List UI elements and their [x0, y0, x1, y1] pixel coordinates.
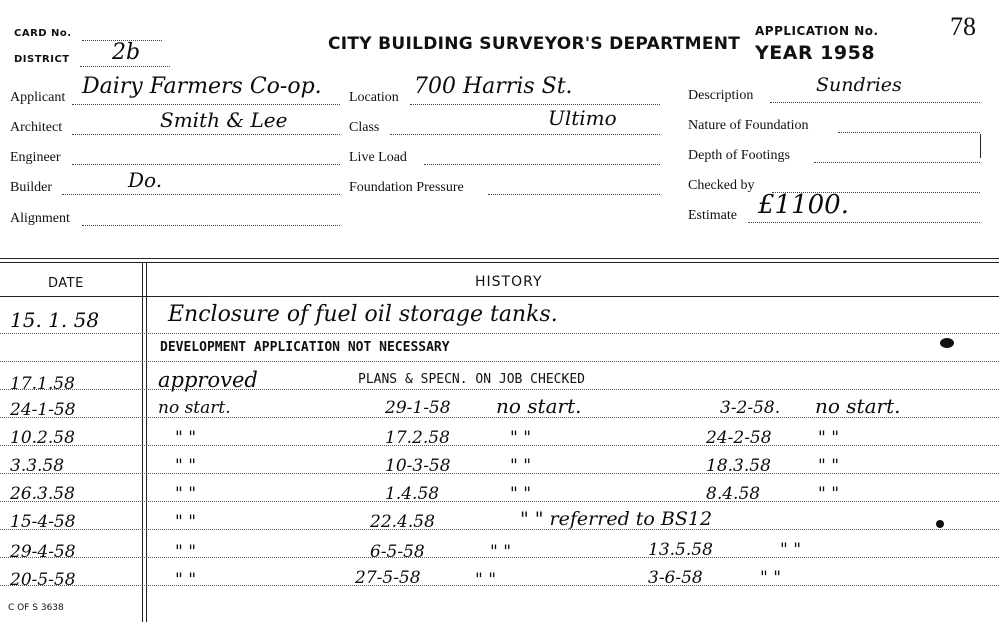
inspection-date: 29-1-58 [385, 398, 451, 418]
year-label: YEAR 1958 [755, 42, 876, 64]
history-entry: Enclosure of fuel oil storage tanks. [168, 302, 558, 327]
inspection-note: " " [818, 456, 840, 476]
inspection-date: 17.2.58 [385, 428, 450, 448]
live-load-line [424, 164, 660, 165]
inspection-note: " " [175, 570, 197, 590]
inspection-date: 10-3-58 [385, 456, 451, 476]
applicant-label: Applicant [10, 90, 66, 105]
nature-foundation-label: Nature of Foundation [688, 118, 809, 133]
architect-value: Smith & Lee [160, 108, 288, 132]
ink-blot [940, 338, 954, 348]
department-title: CITY BUILDING SURVEYOR'S DEPARTMENT [328, 34, 741, 54]
inspection-date: 3.3.58 [10, 456, 65, 476]
history-date: 17.1.58 [10, 374, 75, 394]
description-line [770, 102, 980, 103]
inspection-date: 1.4.58 [385, 484, 440, 504]
inspection-note: " " [818, 484, 840, 504]
estimate-label: Estimate [688, 208, 737, 223]
inspection-date: 24-1-58 [10, 400, 76, 420]
applicant-line [72, 104, 340, 105]
ruled-line [0, 445, 999, 446]
ruled-line [0, 333, 999, 334]
inspection-note: " " [175, 428, 197, 448]
location-value: 700 Harris St. [414, 74, 573, 99]
architect-label: Architect [10, 120, 63, 135]
inspection-note: " " [510, 484, 532, 504]
class-value: Ultimo [548, 106, 617, 130]
district-line [80, 66, 170, 67]
plans-checked-stamp: PLANS & SPECN. ON JOB CHECKED [358, 372, 585, 387]
inspection-note: " " [818, 428, 840, 448]
ruled-line [0, 389, 999, 390]
estimate-line [748, 222, 980, 223]
description-value: Sundries [816, 74, 902, 96]
applicant-value: Dairy Farmers Co-op. [82, 74, 322, 99]
edge-mark [980, 134, 981, 158]
location-label: Location [349, 90, 399, 105]
foundation-pressure-line [488, 194, 660, 195]
section-divider-top [0, 258, 999, 259]
live-load-label: Live Load [349, 150, 407, 165]
date-column-divider [142, 262, 143, 622]
inspection-date: 8.4.58 [706, 484, 761, 504]
inspection-note: " " [510, 456, 532, 476]
inspection-date: 3-2-58. [720, 398, 781, 418]
date-column-divider-2 [146, 262, 147, 622]
nature-foundation-line [838, 132, 980, 133]
history-entry: approved [158, 368, 258, 392]
inspection-note: " " [175, 456, 197, 476]
section-divider-bottom [0, 262, 999, 263]
builder-label: Builder [10, 180, 52, 195]
inspection-date: 10.2.58 [10, 428, 75, 448]
location-line [410, 104, 660, 105]
inspection-note: " " [760, 568, 782, 588]
ruled-line [0, 585, 999, 586]
inspection-note: " " [175, 512, 197, 532]
ruled-line [0, 361, 999, 362]
ruled-line [0, 473, 999, 474]
builder-line [62, 194, 340, 195]
inspection-note: no start. [158, 398, 231, 418]
inspection-date: 6-5-58 [370, 542, 425, 562]
class-label: Class [349, 120, 380, 135]
inspection-date: 18.3.58 [706, 456, 771, 476]
engineer-label: Engineer [10, 150, 61, 165]
ink-blot [936, 520, 944, 528]
engineer-line [72, 164, 340, 165]
inspection-note: " " [490, 542, 512, 562]
inspection-date: 20-5-58 [10, 570, 76, 590]
inspection-date: 29-4-58 [10, 542, 76, 562]
development-stamp: DEVELOPMENT APPLICATION NOT NECESSARY [160, 340, 450, 355]
inspection-note: no start. [496, 394, 582, 418]
class-line [390, 134, 660, 135]
inspection-note: " " [780, 540, 802, 560]
foundation-pressure-label: Foundation Pressure [349, 180, 464, 195]
inspection-note: " " [175, 484, 197, 504]
inspection-date: 3-6-58 [648, 568, 703, 588]
inspection-note: no start. [815, 394, 901, 418]
header-rule [0, 296, 999, 297]
history-column-header: HISTORY [475, 274, 543, 290]
depth-footings-line [814, 162, 980, 163]
description-label: Description [688, 88, 754, 103]
architect-line [72, 134, 340, 135]
builder-value: Do. [128, 168, 163, 192]
depth-footings-label: Depth of Footings [688, 148, 790, 163]
inspection-note: " " referred to BS12 [520, 508, 713, 530]
inspection-date: 15-4-58 [10, 512, 76, 532]
ruled-line [0, 501, 999, 502]
inspection-note: " " [475, 570, 497, 590]
date-column-header: DATE [48, 276, 84, 291]
district-label: DISTRICT [14, 54, 70, 65]
inspection-date: 22.4.58 [370, 512, 435, 532]
inspection-note: " " [510, 428, 532, 448]
alignment-line [82, 225, 340, 226]
application-no-label: APPLICATION No. [755, 24, 879, 38]
inspection-note: " " [175, 542, 197, 562]
ruled-line [0, 529, 999, 530]
application-no-value: 78 [950, 12, 976, 41]
estimate-value: £1100. [758, 190, 849, 220]
inspection-date: 13.5.58 [648, 540, 713, 560]
card-no-label: CARD No. [14, 28, 72, 39]
history-date: 15. 1. 58 [10, 308, 100, 332]
form-number: C OF S 3638 [8, 603, 64, 613]
district-value: 2b [112, 40, 141, 65]
checked-by-label: Checked by [688, 178, 755, 193]
inspection-date: 27-5-58 [355, 568, 421, 588]
inspection-date: 24-2-58 [706, 428, 772, 448]
inspection-date: 26.3.58 [10, 484, 75, 504]
alignment-label: Alignment [10, 211, 70, 226]
